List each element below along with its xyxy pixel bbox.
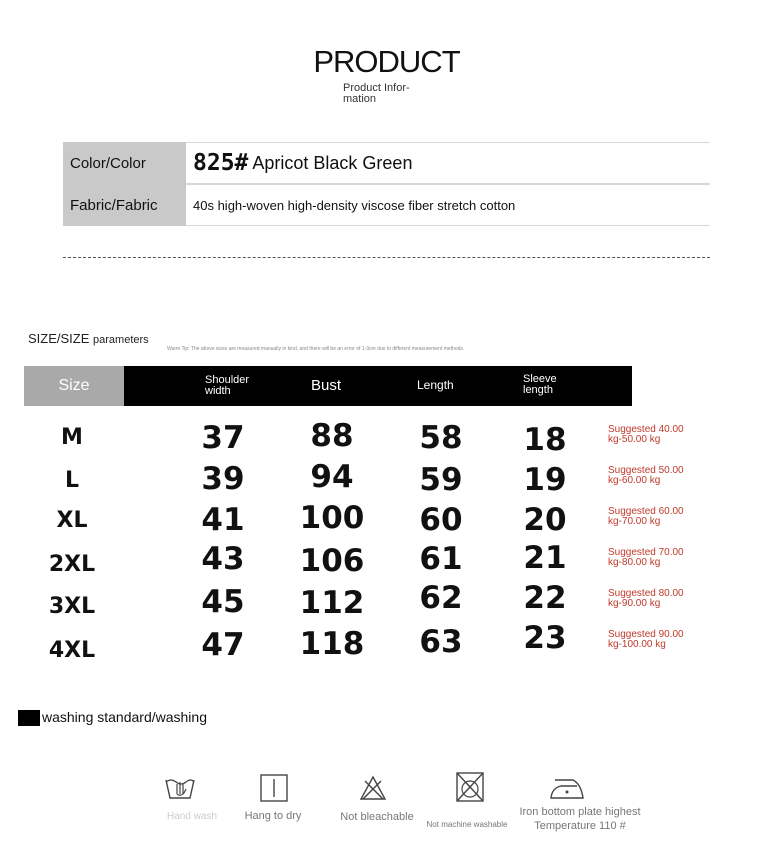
shoulder-value: 39 (201, 461, 245, 497)
hand-wash-icon (164, 774, 196, 802)
bust-value: 94 (310, 459, 354, 495)
shoulder-value: 37 (201, 420, 245, 456)
header-shoulder: Shoulder width (205, 374, 250, 397)
bust-value: 88 (310, 418, 354, 454)
size-section-title (28, 331, 149, 346)
header-length: Length (417, 378, 454, 392)
washing-title: washing standard/washing (42, 709, 207, 725)
not-bleachable-label: Not bleachable (340, 811, 414, 823)
fabric-value (186, 184, 710, 226)
warm-tip: Warm Tip: The above sizes are measured manually in kind, and there will be an error of 1-3cm due to different measurement methods. (167, 346, 465, 352)
fabric-text: 40s high-woven high-density viscose fiber stretch cotton (193, 197, 516, 213)
shoulder-value: 43 (201, 541, 245, 577)
size-title-suffix: parameters (93, 334, 149, 346)
length-value: 63 (419, 624, 463, 660)
weight-suggestion: Suggested 70.00 kg-80.00 kg (608, 547, 684, 568)
fabric-label: Fabric/Fabric (63, 184, 186, 226)
size-label: 2XL (48, 552, 96, 577)
color-label: Color/Color (63, 142, 186, 184)
header-size: Size (24, 366, 124, 406)
length-value: 58 (419, 420, 463, 456)
page-subtitle: Product Infor- mation (343, 82, 410, 105)
color-row (63, 142, 710, 184)
iron-icon (549, 776, 585, 800)
hang-to-dry-label: Hang to dry (244, 810, 302, 822)
not-machine-washable-icon (456, 772, 484, 802)
fabric-row (63, 184, 710, 226)
bust-value: 106 (299, 543, 365, 579)
page-title: PRODUCT (313, 44, 460, 79)
section-divider (63, 257, 710, 258)
size-label: L (64, 468, 80, 493)
size-label: M (61, 425, 83, 450)
bust-value: 112 (299, 585, 365, 621)
hang-to-dry-icon (260, 774, 288, 802)
washing-marker (18, 710, 40, 726)
not-bleachable-icon (359, 775, 387, 801)
length-value: 61 (419, 541, 463, 577)
hand-wash-label: Hand wash (166, 811, 218, 822)
bust-value: 118 (299, 626, 365, 662)
size-label: XL (56, 508, 88, 533)
shoulder-value: 41 (201, 502, 245, 538)
sleeve-value: 18 (523, 422, 567, 458)
size-label: 4XL (48, 638, 96, 663)
color-code: 825# (193, 150, 249, 176)
size-table-header (24, 366, 632, 406)
sleeve-value: 19 (523, 462, 567, 498)
sleeve-value: 20 (523, 502, 567, 538)
shoulder-value: 45 (201, 584, 245, 620)
color-options: Apricot Black Green (252, 152, 413, 173)
bust-value: 100 (299, 500, 365, 536)
sleeve-value: 22 (523, 580, 567, 616)
weight-suggestion: Suggested 80.00 kg-90.00 kg (608, 588, 684, 609)
shoulder-value: 47 (201, 627, 245, 663)
size-title-main: SIZE/SIZE (28, 331, 90, 346)
weight-suggestion: Suggested 40.00 kg-50.00 kg (608, 424, 684, 445)
weight-suggestion: Suggested 60.00 kg-70.00 kg (608, 506, 684, 527)
length-value: 59 (419, 462, 463, 498)
weight-suggestion: Suggested 50.00 kg-60.00 kg (608, 465, 684, 486)
weight-suggestion: Suggested 90.00 kg-100.00 kg (608, 629, 684, 650)
sleeve-value: 23 (523, 620, 567, 656)
length-value: 62 (419, 580, 463, 616)
sleeve-value: 21 (523, 540, 567, 576)
iron-label: Iron bottom plate highest Temperature 110 # (519, 806, 641, 832)
not-machine-washable-label: Not machine washable (426, 820, 508, 829)
size-label: 3XL (48, 594, 96, 619)
color-value (186, 142, 710, 184)
length-value: 60 (419, 502, 463, 538)
header-sleeve: Sleeve length (523, 373, 557, 396)
header-bust: Bust (311, 377, 342, 394)
